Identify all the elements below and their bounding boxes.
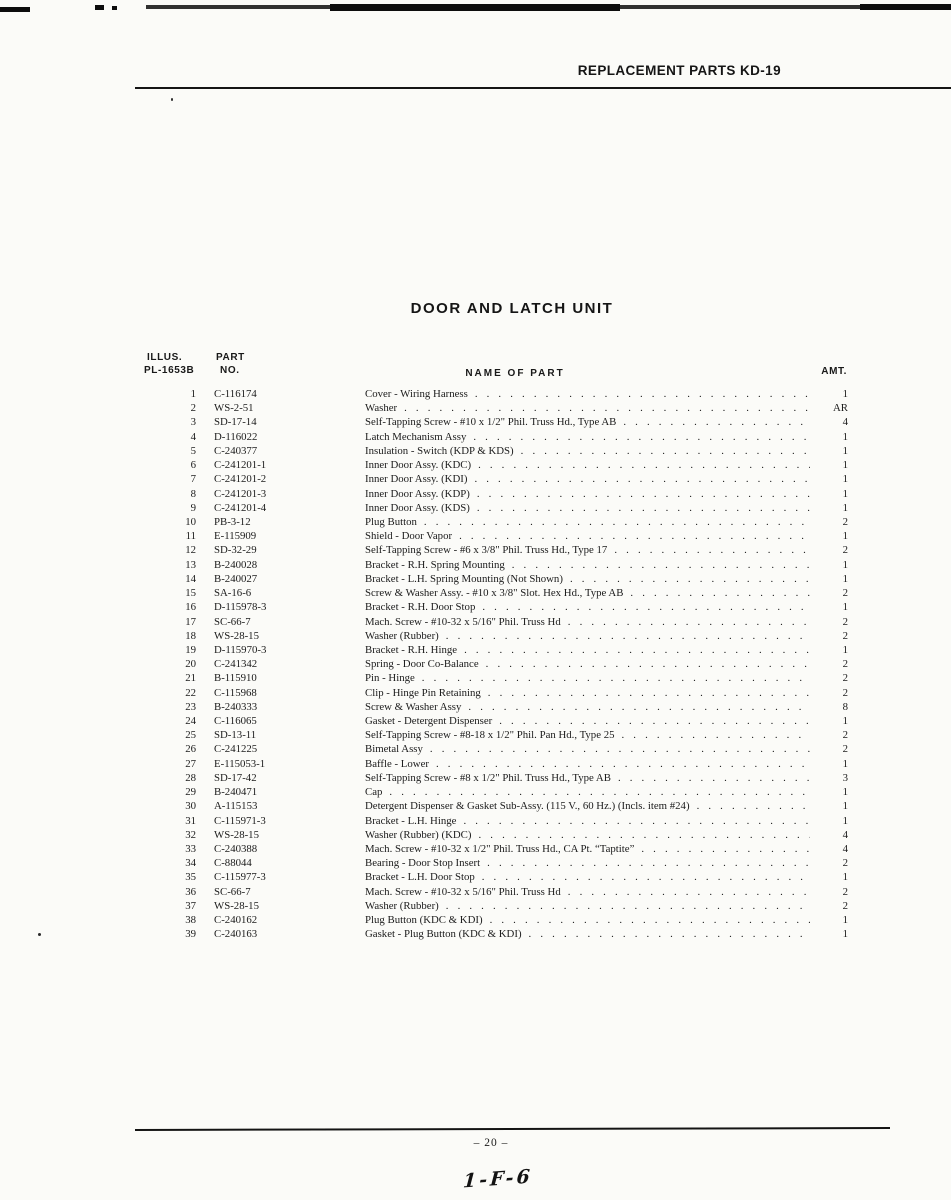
part-name-cell: Bracket - R.H. Door Stop <box>365 601 476 614</box>
part-name-cell: Mach. Screw - #10-32 x 5/16" Phil. Truss Hd <box>365 885 561 898</box>
amount-cell: 2 <box>842 629 848 642</box>
dotted-leader <box>486 657 810 671</box>
amount-cell: 1 <box>842 572 848 585</box>
part-number-cell: SA-16-6 <box>214 587 252 600</box>
illus-number-cell: 24 <box>185 715 196 728</box>
dotted-leader <box>473 430 810 444</box>
table-row <box>147 415 848 429</box>
part-name-cell: Self-Tapping Screw - #10 x 1/2" Phil. Truss Hd., Type AB <box>365 416 617 429</box>
part-name-cell: Plug Button <box>365 515 417 528</box>
part-number-cell: D-116022 <box>214 430 258 443</box>
part-number-cell: C-115968 <box>214 686 257 699</box>
part-name-cell: Washer <box>365 402 398 415</box>
dotted-leader <box>436 757 810 771</box>
col-header-part: PART <box>216 352 245 363</box>
part-number-cell: PB-3-12 <box>214 515 251 528</box>
amount-cell: 1 <box>842 473 848 486</box>
table-row <box>147 885 848 899</box>
dotted-leader <box>478 458 810 472</box>
dotted-leader <box>482 600 810 614</box>
amount-cell: 2 <box>842 743 848 756</box>
part-number-cell: SD-13-11 <box>214 729 257 742</box>
illus-number-cell: 2 <box>190 402 196 415</box>
amount-cell: 1 <box>842 501 848 514</box>
amount-cell: 2 <box>842 672 848 685</box>
part-number-cell: C-116065 <box>214 715 257 728</box>
part-number-cell: D-115978-3 <box>214 601 267 614</box>
illus-number-cell: 33 <box>185 843 196 855</box>
illus-number-cell: 3 <box>190 416 196 429</box>
dotted-leader <box>482 870 810 884</box>
amount-cell: 2 <box>842 686 848 699</box>
table-row <box>147 686 848 700</box>
dotted-leader <box>488 686 810 700</box>
dotted-leader <box>475 387 810 401</box>
amount-cell: 2 <box>842 899 848 912</box>
part-name-cell: Washer (Rubber) <box>365 629 439 642</box>
table-row <box>147 757 848 771</box>
amount-cell: 1 <box>842 643 848 656</box>
part-number-cell: SD-17-14 <box>214 416 257 429</box>
illus-number-cell: 39 <box>185 928 196 941</box>
illus-number-cell: 21 <box>185 672 196 685</box>
amount-cell: 2 <box>842 587 848 600</box>
part-name-cell: Gasket - Detergent Dispenser <box>365 715 493 728</box>
part-number-cell: C-240163 <box>214 928 258 941</box>
part-name-cell: Bracket - L.H. Door Stop <box>365 871 475 884</box>
table-row <box>147 913 848 927</box>
table-row <box>147 444 848 458</box>
part-name-cell: Bimetal Assy <box>365 743 423 756</box>
part-number-cell: C-116174 <box>214 388 257 400</box>
dotted-leader <box>477 487 810 501</box>
scan-artifact-strip <box>95 5 104 10</box>
part-name-cell: Gasket - Plug Button (KDC & KDI) <box>365 928 522 941</box>
amount-cell: 2 <box>842 544 848 557</box>
amount-cell: 1 <box>842 786 848 799</box>
table-row <box>147 657 848 671</box>
dotted-leader <box>618 771 810 785</box>
col-header-name: NAME OF PART <box>465 368 565 379</box>
part-number-cell: B-240471 <box>214 786 258 799</box>
illus-number-cell: 17 <box>185 615 196 628</box>
dotted-leader <box>568 615 810 629</box>
amount-cell: 1 <box>842 487 848 500</box>
table-row <box>147 927 848 941</box>
dotted-leader <box>389 785 810 799</box>
scan-artifact-strip <box>860 4 951 10</box>
table-row <box>147 728 848 742</box>
table-row <box>147 615 848 629</box>
part-number-cell: SD-32-29 <box>214 544 257 557</box>
illus-number-cell: 8 <box>190 487 196 500</box>
dotted-leader <box>424 515 810 529</box>
page-number: – 20 – <box>473 1137 509 1149</box>
header-rule <box>135 87 951 89</box>
part-name-cell: Inner Door Assy. (KDI) <box>365 473 468 486</box>
table-row <box>147 814 848 828</box>
illus-number-cell: 1 <box>190 388 196 400</box>
part-name-cell: Cover - Wiring Harness <box>365 388 468 400</box>
dotted-leader <box>474 472 810 486</box>
page-header-title: REPLACEMENT PARTS KD-19 <box>577 63 781 78</box>
part-name-cell: Spring - Door Co-Balance <box>365 658 479 671</box>
table-row <box>147 600 848 614</box>
dotted-leader <box>446 899 810 913</box>
illus-number-cell: 15 <box>185 587 196 600</box>
part-number-cell: C-240388 <box>214 843 258 855</box>
amount-cell: 1 <box>842 914 848 927</box>
part-number-cell: C-241201-1 <box>214 459 267 472</box>
part-number-cell: B-240333 <box>214 700 258 713</box>
part-number-cell: SD-17-42 <box>214 771 257 784</box>
part-number-cell: C-241225 <box>214 743 258 756</box>
part-number-cell: B-240027 <box>214 572 258 585</box>
part-name-cell: Washer (Rubber) (KDC) <box>365 828 472 841</box>
illus-number-cell: 30 <box>185 800 196 813</box>
dotted-leader <box>404 401 810 415</box>
part-name-cell: Screw & Washer Assy <box>365 700 462 713</box>
dotted-leader <box>499 714 810 728</box>
amount-cell: 1 <box>842 558 848 571</box>
part-name-cell: Self-Tapping Screw - #6 x 3/8" Phil. Truss Hd., Type 17 <box>365 544 608 557</box>
illus-number-cell: 16 <box>185 601 196 614</box>
part-name-cell: Plug Button (KDC & KDI) <box>365 914 483 927</box>
amount-cell: 1 <box>842 928 848 941</box>
amount-cell: 1 <box>842 814 848 827</box>
part-name-cell: Inner Door Assy. (KDP) <box>365 487 470 500</box>
illus-number-cell: 28 <box>185 771 196 784</box>
table-row <box>147 828 848 842</box>
part-number-cell: E-115909 <box>214 530 257 543</box>
part-number-cell: SC-66-7 <box>214 885 251 898</box>
part-name-cell: Latch Mechanism Assy <box>365 430 467 443</box>
amount-cell: 1 <box>842 757 848 770</box>
part-name-cell: Pin - Hinge <box>365 672 415 685</box>
part-name-cell: Mach. Screw - #10-32 x 5/16" Phil. Truss Hd <box>365 615 561 628</box>
dotted-leader <box>463 814 810 828</box>
table-row <box>147 856 848 870</box>
dotted-leader <box>623 415 810 429</box>
part-name-cell: Inner Door Assy. (KDS) <box>365 501 470 514</box>
dotted-leader <box>570 572 810 586</box>
section-title: DOOR AND LATCH UNIT <box>410 300 614 317</box>
dotted-leader <box>521 444 810 458</box>
part-name-cell: Screw & Washer Assy. - #10 x 3/8" Slot. Hex Hd., Type AB <box>365 587 624 600</box>
illus-number-cell: 38 <box>185 914 196 927</box>
table-row <box>147 401 848 415</box>
dotted-leader <box>468 700 810 714</box>
table-row <box>147 700 848 714</box>
amount-cell: 3 <box>842 771 848 784</box>
part-number-cell: SC-66-7 <box>214 615 251 628</box>
illus-number-cell: 11 <box>185 530 196 543</box>
illus-number-cell: 20 <box>185 658 196 671</box>
dotted-leader <box>512 558 810 572</box>
table-row <box>147 870 848 884</box>
amount-cell: 1 <box>842 715 848 728</box>
amount-cell: 1 <box>842 530 848 543</box>
amount-cell: 2 <box>842 658 848 671</box>
table-row <box>147 501 848 515</box>
scan-artifact-dot <box>38 933 41 936</box>
table-row <box>147 487 848 501</box>
illus-number-cell: 12 <box>185 544 196 557</box>
part-name-cell: Clip - Hinge Pin Retaining <box>365 686 481 699</box>
scan-artifact-strip <box>330 4 620 11</box>
amount-cell: 2 <box>842 515 848 528</box>
part-name-cell: Baffle - Lower <box>365 757 429 770</box>
table-row <box>147 899 848 913</box>
dotted-leader <box>630 586 810 600</box>
table-row <box>147 543 848 557</box>
col-header-illus: ILLUS. <box>147 352 183 363</box>
col-header-part-no: NO. <box>220 365 240 376</box>
amount-cell: 2 <box>842 885 848 898</box>
part-number-cell: B-115910 <box>214 672 257 685</box>
dotted-leader <box>622 728 811 742</box>
amount-cell: 8 <box>842 700 848 713</box>
part-name-cell: Shield - Door Vapor <box>365 530 453 543</box>
dotted-leader <box>487 856 810 870</box>
part-name-cell: Inner Door Assy. (KDC) <box>365 459 472 472</box>
table-row <box>147 586 848 600</box>
dotted-leader <box>490 913 810 927</box>
illus-number-cell: 35 <box>185 871 196 884</box>
amount-cell: 4 <box>842 828 848 841</box>
table-row <box>147 472 848 486</box>
illus-number-cell: 6 <box>190 459 196 472</box>
illus-number-cell: 5 <box>190 444 196 457</box>
table-row <box>147 771 848 785</box>
part-number-cell: C-241342 <box>214 658 258 671</box>
amount-cell: 2 <box>842 857 848 870</box>
part-number-cell: WS-28-15 <box>214 828 259 841</box>
part-number-cell: C-241201-2 <box>214 473 267 486</box>
part-number-cell: WS-28-15 <box>214 629 259 642</box>
part-number-cell: C-88044 <box>214 857 252 870</box>
part-name-cell: Bracket - R.H. Hinge <box>365 643 458 656</box>
illus-number-cell: 10 <box>185 515 196 528</box>
illus-number-cell: 23 <box>185 700 196 713</box>
part-number-cell: B-240028 <box>214 558 258 571</box>
illus-number-cell: 31 <box>185 814 196 827</box>
illus-number-cell: 18 <box>185 629 196 642</box>
table-row <box>147 842 848 856</box>
scan-artifact-strip <box>112 6 117 10</box>
dotted-leader <box>478 828 810 842</box>
dotted-leader <box>446 629 810 643</box>
illus-number-cell: 25 <box>185 729 196 742</box>
dotted-leader <box>430 742 810 756</box>
col-header-illus-plno: PL-1653B <box>144 365 195 376</box>
dotted-leader <box>464 643 810 657</box>
part-number-cell: C-240162 <box>214 914 258 927</box>
amount-cell: 1 <box>842 388 848 400</box>
dotted-leader <box>641 842 810 856</box>
amount-cell: 4 <box>842 416 848 429</box>
amount-cell: 2 <box>842 729 848 742</box>
table-row <box>147 785 848 799</box>
dotted-leader <box>422 671 810 685</box>
part-name-cell: Bracket - L.H. Spring Mounting (Not Shown) <box>365 572 563 585</box>
part-name-cell: Cap <box>365 786 383 799</box>
table-row <box>147 629 848 643</box>
part-number-cell: C-241201-3 <box>214 487 267 500</box>
part-name-cell: Bracket - R.H. Spring Mounting <box>365 558 505 571</box>
illus-number-cell: 37 <box>185 899 196 912</box>
part-name-cell: Bearing - Door Stop Insert <box>365 857 481 870</box>
table-row <box>147 742 848 756</box>
dotted-leader <box>568 885 810 899</box>
illus-number-cell: 9 <box>190 501 196 514</box>
dotted-leader <box>614 543 810 557</box>
illus-number-cell: 22 <box>185 686 196 699</box>
part-number-cell: WS-28-15 <box>214 899 259 912</box>
illus-number-cell: 36 <box>185 885 196 898</box>
scan-artifact-strip <box>0 7 30 12</box>
table-row <box>147 643 848 657</box>
col-header-amt: AMT. <box>821 366 847 377</box>
part-name-cell: Mach. Screw - #10-32 x 1/2" Phil. Truss Hd., CA Pt. “Taptite” <box>365 843 635 855</box>
amount-cell: 1 <box>842 459 848 472</box>
amount-cell: 1 <box>842 800 848 813</box>
table-row <box>147 387 848 401</box>
illus-number-cell: 13 <box>185 558 196 571</box>
part-name-cell: Self-Tapping Screw - #8 x 1/2" Phil. Truss Hd., Type AB <box>365 771 611 784</box>
amount-cell: AR <box>833 402 848 415</box>
table-row <box>147 430 848 444</box>
illus-number-cell: 29 <box>185 786 196 799</box>
amount-cell: 1 <box>842 430 848 443</box>
illus-number-cell: 14 <box>185 572 196 585</box>
part-name-cell: Insulation - Switch (KDP & KDS) <box>365 444 514 457</box>
amount-cell: 2 <box>842 615 848 628</box>
part-number-cell: C-115971-3 <box>214 814 266 827</box>
table-row <box>147 529 848 543</box>
dotted-leader <box>697 799 810 813</box>
illus-number-cell: 27 <box>185 757 196 770</box>
dotted-leader <box>459 529 810 543</box>
parts-table-rows <box>147 387 848 942</box>
amount-cell: 1 <box>842 871 848 884</box>
amount-cell: 1 <box>842 444 848 457</box>
part-number-cell: D-115970-3 <box>214 643 267 656</box>
part-number-cell: C-241201-4 <box>214 501 267 514</box>
table-row <box>147 671 848 685</box>
part-number-cell: C-240377 <box>214 444 258 457</box>
part-name-cell: Washer (Rubber) <box>365 899 439 912</box>
part-number-cell: E-115053-1 <box>214 757 266 770</box>
part-name-cell: Detergent Dispenser & Gasket Sub-Assy. (115 V., 60 Hz.) (Incls. item #24) <box>365 800 690 813</box>
illus-number-cell: 19 <box>185 643 196 656</box>
handwritten-mark: 1-F-6 <box>462 1165 534 1193</box>
illus-number-cell: 26 <box>185 743 196 756</box>
dotted-leader <box>477 501 810 515</box>
scan-artifact-dot <box>171 98 173 101</box>
illus-number-cell: 7 <box>190 473 196 486</box>
table-row <box>147 572 848 586</box>
table-row <box>147 515 848 529</box>
part-name-cell: Self-Tapping Screw - #8-18 x 1/2" Phil. Pan Hd., Type 25 <box>365 729 615 742</box>
illus-number-cell: 32 <box>185 828 196 841</box>
part-number-cell: C-115977-3 <box>214 871 266 884</box>
amount-cell: 4 <box>842 843 848 855</box>
part-number-cell: A-115153 <box>214 800 258 813</box>
table-row <box>147 558 848 572</box>
illus-number-cell: 4 <box>190 430 196 443</box>
part-number-cell: WS-2-51 <box>214 402 254 415</box>
amount-cell: 1 <box>842 601 848 614</box>
footer-rule <box>135 1127 890 1131</box>
part-name-cell: Bracket - L.H. Hinge <box>365 814 457 827</box>
table-row <box>147 799 848 813</box>
illus-number-cell: 34 <box>185 857 196 870</box>
table-row <box>147 458 848 472</box>
dotted-leader <box>529 927 810 941</box>
table-row <box>147 714 848 728</box>
